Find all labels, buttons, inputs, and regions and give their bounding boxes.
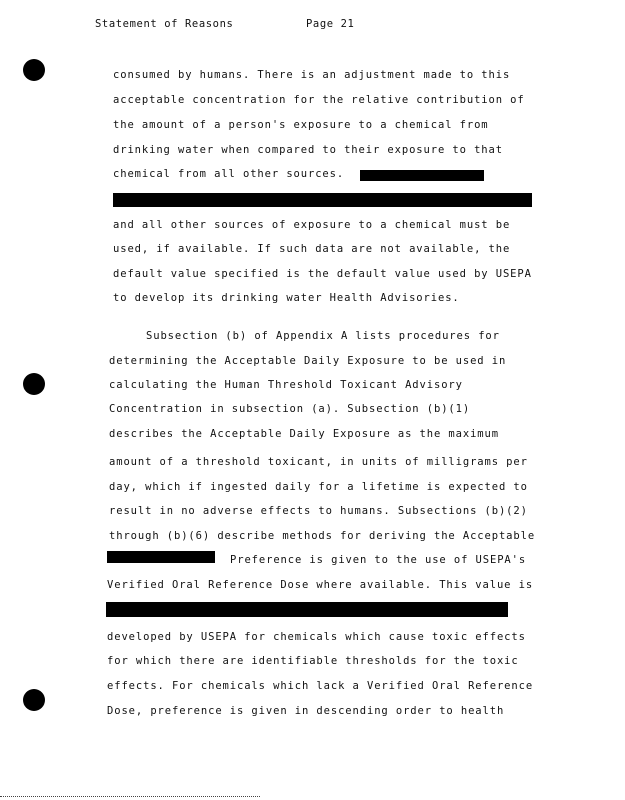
body-line: day, which if ingested daily for a lifetime is expected to: [109, 481, 528, 493]
redaction-bar: [107, 551, 215, 563]
body-line: determining the Acceptable Daily Exposure to be used in: [109, 355, 507, 367]
body-line: default value specified is the default value used by USEPA: [113, 268, 532, 280]
punch-hole-middle: [23, 373, 45, 395]
punch-hole-top: [23, 59, 45, 81]
body-line: result in no adverse effects to humans. Subsections (b)(2): [109, 505, 528, 517]
body-line: calculating the Human Threshold Toxicant Advisory: [109, 379, 463, 391]
body-line: Concentration in subsection (a). Subsection (b)(1): [109, 403, 471, 415]
redaction-bar: [360, 170, 484, 181]
body-line: through (b)(6) describe methods for deriving the Acceptable: [109, 530, 536, 542]
body-line: effects. For chemicals which lack a Verified Oral Reference: [107, 680, 534, 692]
body-line: to develop its drinking water Health Advisories.: [113, 292, 460, 304]
body-line: and all other sources of exposure to a chemical must be: [113, 219, 511, 231]
body-line: consumed by humans. There is an adjustment made to this: [113, 69, 511, 81]
body-line: used, if available. If such data are not available, the: [113, 243, 511, 255]
body-line: for which there are identifiable thresholds for the toxic: [107, 655, 519, 667]
body-line: Verified Oral Reference Dose where available. This value is: [107, 579, 534, 591]
redaction-bar: [106, 602, 508, 617]
page-number: Page 21: [306, 18, 355, 30]
body-line: chemical from all other sources.: [113, 168, 345, 180]
redaction-bar: [113, 193, 532, 207]
body-line: Subsection (b) of Appendix A lists procedures for: [146, 330, 500, 342]
body-line: the amount of a person's exposure to a chemical from: [113, 119, 489, 131]
body-line: drinking water when compared to their exposure to that: [113, 144, 503, 156]
body-line: Dose, preference is given in descending order to health: [107, 705, 505, 717]
body-line: acceptable concentration for the relative contribution of: [113, 94, 525, 106]
punch-hole-bottom: [23, 689, 45, 711]
running-header-title: Statement of Reasons: [95, 18, 234, 30]
body-line: developed by USEPA for chemicals which cause toxic effects: [107, 631, 526, 643]
body-line: Preference is given to the use of USEPA's: [230, 554, 527, 566]
footer-rule: [0, 796, 260, 797]
body-line: amount of a threshold toxicant, in units of milligrams per: [109, 456, 528, 468]
body-line: describes the Acceptable Daily Exposure as the maximum: [109, 428, 499, 440]
